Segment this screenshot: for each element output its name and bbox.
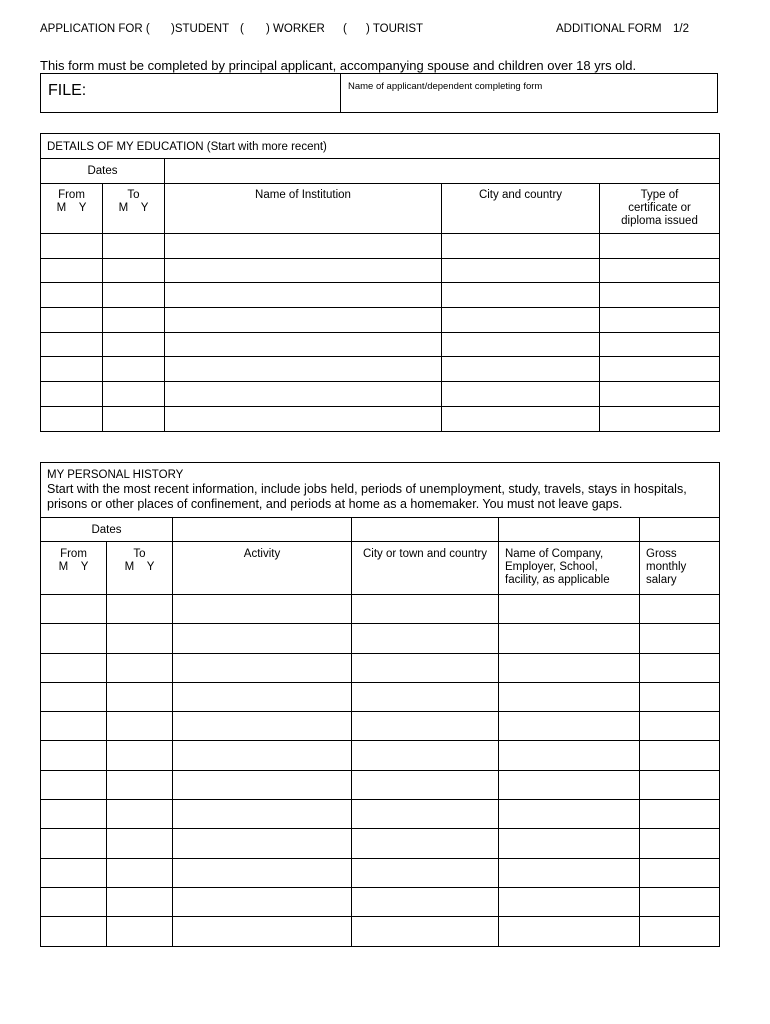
history-row [41,858,720,887]
history-instructions-1: Start with the most recent information, include jobs held, periods of unemployment, study, travels, stays in hospitals, [47,482,687,496]
history-salary-cell[interactable] [640,917,720,946]
applicant-name-label: Name of applicant/dependent completing form [348,81,543,92]
education-from-cell[interactable] [41,332,103,357]
history-salary-cell[interactable] [640,770,720,799]
education-certificate-label-3: diploma issued [621,215,698,227]
history-to-cell[interactable] [107,682,173,711]
history-to-cell[interactable] [107,800,173,829]
education-title: DETAILS OF MY EDUCATION (Start with more recent) [41,134,720,159]
history-to-cell[interactable] [107,829,173,858]
history-city-cell[interactable] [352,858,499,887]
history-row [41,624,720,653]
page-number: 1/2 [673,23,689,35]
education-certificate-cell[interactable] [600,258,720,283]
education-title-row [41,134,720,159]
history-table [40,462,720,947]
history-salary-cell[interactable] [640,887,720,916]
history-to-cell[interactable] [107,712,173,741]
education-institution-cell[interactable] [165,406,442,431]
education-row [41,357,720,382]
worker-option[interactable]: ) WORKER [266,23,325,35]
history-row [41,595,720,624]
history-dates-row [41,518,720,542]
history-salary-cell[interactable] [640,741,720,770]
history-salary-cell[interactable] [640,829,720,858]
history-salary-label-2: monthly [646,561,687,573]
education-from-cell[interactable] [41,382,103,407]
history-salary-cell[interactable] [640,682,720,711]
history-dates-blank-activity [173,518,352,542]
history-to-cell[interactable] [107,624,173,653]
education-city-cell[interactable] [442,332,600,357]
history-salary-label-3: salary [646,574,677,586]
history-company-cell[interactable] [499,858,640,887]
applicant-name-field[interactable] [341,74,717,112]
history-row [41,917,720,946]
history-salary-cell[interactable] [640,800,720,829]
education-institution-cell[interactable] [165,357,442,382]
education-certificate-cell[interactable] [600,234,720,259]
history-company-label-2: Employer, School, [505,561,598,573]
history-salary-cell[interactable] [640,624,720,653]
education-to-cell[interactable] [103,332,165,357]
history-city-cell[interactable] [352,741,499,770]
education-from-header [41,184,103,234]
history-from-cell[interactable] [41,829,107,858]
education-to-cell[interactable] [103,357,165,382]
education-city-cell[interactable] [442,258,600,283]
history-company-header [499,542,640,595]
education-row [41,283,720,308]
education-from-cell[interactable] [41,406,103,431]
history-activity-header: Activity [173,542,352,595]
file-box [40,73,718,113]
history-company-cell[interactable] [499,800,640,829]
history-activity-cell[interactable] [173,595,352,624]
history-from-cell[interactable] [41,712,107,741]
history-company-cell[interactable] [499,770,640,799]
history-to-cell[interactable] [107,653,173,682]
history-salary-cell[interactable] [640,653,720,682]
education-to-cell[interactable] [103,234,165,259]
history-row [41,800,720,829]
education-institution-cell[interactable] [165,258,442,283]
history-city-header: City or town and country [352,542,499,595]
education-to-my: M Y [118,202,149,214]
history-to-cell[interactable] [107,858,173,887]
education-certificate-cell[interactable] [600,283,720,308]
history-instructions-2: prisons or other places of confinement, and periods at home as a homemaker. You must not leave gaps. [47,497,623,511]
history-row [41,829,720,858]
education-dates-label: Dates [41,159,165,184]
history-company-cell[interactable] [499,682,640,711]
education-from-cell[interactable] [41,234,103,259]
history-dates-blank-salary [640,518,720,542]
history-to-cell[interactable] [107,917,173,946]
history-salary-header [640,542,720,595]
history-from-header [41,542,107,595]
history-activity-cell[interactable] [173,887,352,916]
education-to-cell[interactable] [103,382,165,407]
history-from-cell[interactable] [41,653,107,682]
history-from-cell[interactable] [41,770,107,799]
history-to-header [107,542,173,595]
history-company-label-1: Name of Company, [505,548,604,560]
education-row [41,258,720,283]
history-title-cell [41,463,720,518]
history-to-label: To [133,548,146,560]
education-city-cell[interactable] [442,234,600,259]
history-from-cell[interactable] [41,917,107,946]
education-certificate-cell[interactable] [600,332,720,357]
history-to-cell[interactable] [107,887,173,916]
history-city-cell[interactable] [352,887,499,916]
education-institution-cell[interactable] [165,332,442,357]
education-city-cell[interactable] [442,308,600,333]
education-dates-blank [165,159,720,184]
application-for-label: APPLICATION FOR ( [40,23,150,35]
education-from-label: From [58,189,85,201]
history-header-row [41,542,720,595]
history-row [41,682,720,711]
education-to-cell[interactable] [103,258,165,283]
history-to-cell[interactable] [107,595,173,624]
education-certificate-label-1: Type of [640,189,679,201]
education-institution-cell[interactable] [165,382,442,407]
history-city-cell[interactable] [352,712,499,741]
education-city-cell[interactable] [442,283,600,308]
history-city-cell[interactable] [352,682,499,711]
history-salary-cell[interactable] [640,858,720,887]
history-company-cell[interactable] [499,741,640,770]
history-row [41,887,720,916]
history-dates-blank-company [499,518,640,542]
education-row [41,382,720,407]
worker-open-paren: ( [240,23,244,35]
history-company-cell[interactable] [499,595,640,624]
education-rows [41,234,720,432]
history-salary-cell[interactable] [640,595,720,624]
education-certificate-cell[interactable] [600,382,720,407]
history-row [41,770,720,799]
history-from-label: From [60,548,87,560]
education-institution-header: Name of Institution [165,184,442,234]
history-city-cell[interactable] [352,624,499,653]
history-from-cell[interactable] [41,800,107,829]
tourist-option[interactable]: ) TOURIST [366,23,424,35]
history-activity-cell[interactable] [173,741,352,770]
history-company-cell[interactable] [499,624,640,653]
history-dates-blank-city [352,518,499,542]
history-salary-cell[interactable] [640,712,720,741]
history-city-cell[interactable] [352,829,499,858]
history-row [41,653,720,682]
education-to-cell[interactable] [103,308,165,333]
history-from-cell[interactable] [41,858,107,887]
history-row [41,741,720,770]
history-city-cell[interactable] [352,800,499,829]
education-to-header [103,184,165,234]
education-certificate-label-2: certificate or [628,202,691,214]
education-city-cell[interactable] [442,357,600,382]
education-certificate-cell[interactable] [600,406,720,431]
history-activity-cell[interactable] [173,653,352,682]
education-from-cell[interactable] [41,283,103,308]
file-label: FILE: [48,82,87,99]
history-activity-cell[interactable] [173,770,352,799]
tourist-open-paren: ( [343,23,347,35]
history-company-cell[interactable] [499,887,640,916]
education-from-cell[interactable] [41,258,103,283]
history-activity-cell[interactable] [173,682,352,711]
history-from-cell[interactable] [41,595,107,624]
history-company-label-3: facility, as applicable [505,574,610,586]
history-title-row [41,463,720,518]
education-from-cell[interactable] [41,308,103,333]
education-institution-cell[interactable] [165,234,442,259]
history-activity-cell[interactable] [173,800,352,829]
education-institution-cell[interactable] [165,283,442,308]
education-row [41,406,720,431]
history-company-cell[interactable] [499,653,640,682]
history-activity-cell[interactable] [173,624,352,653]
history-rows [41,595,720,947]
history-salary-label-1: Gross [646,548,677,560]
history-dates-label: Dates [41,518,173,542]
education-dates-row [41,159,720,184]
student-option[interactable]: )STUDENT [171,23,230,35]
history-activity-cell[interactable] [173,917,352,946]
education-row [41,234,720,259]
form-notice: This form must be completed by principal applicant, accompanying spouse and children over 18 yrs old. [40,58,637,73]
additional-form-label: ADDITIONAL FORM [556,23,662,35]
history-from-my: M Y [58,561,89,573]
history-activity-cell[interactable] [173,858,352,887]
history-activity-cell[interactable] [173,829,352,858]
education-header-row [41,184,720,234]
education-from-my: M Y [56,202,87,214]
history-to-cell[interactable] [107,741,173,770]
history-to-cell[interactable] [107,770,173,799]
history-from-cell[interactable] [41,741,107,770]
education-to-cell[interactable] [103,406,165,431]
education-table [40,133,720,432]
history-city-cell[interactable] [352,917,499,946]
education-to-label: To [127,189,140,201]
history-city-cell[interactable] [352,770,499,799]
education-certificate-cell[interactable] [600,357,720,382]
education-to-cell[interactable] [103,283,165,308]
history-from-cell[interactable] [41,887,107,916]
history-company-cell[interactable] [499,829,640,858]
history-row [41,712,720,741]
history-from-cell[interactable] [41,624,107,653]
history-from-cell[interactable] [41,682,107,711]
education-certificate-header [600,184,720,234]
education-row [41,332,720,357]
education-institution-cell[interactable] [165,308,442,333]
history-activity-cell[interactable] [173,712,352,741]
education-certificate-cell[interactable] [600,308,720,333]
history-to-my: M Y [124,561,155,573]
history-title: MY PERSONAL HISTORY [47,469,184,481]
education-row [41,308,720,333]
history-company-cell[interactable] [499,917,640,946]
education-city-cell[interactable] [442,382,600,407]
education-city-cell[interactable] [442,406,600,431]
education-city-header: City and country [442,184,600,234]
history-company-cell[interactable] [499,712,640,741]
history-city-cell[interactable] [352,595,499,624]
education-from-cell[interactable] [41,357,103,382]
history-city-cell[interactable] [352,653,499,682]
